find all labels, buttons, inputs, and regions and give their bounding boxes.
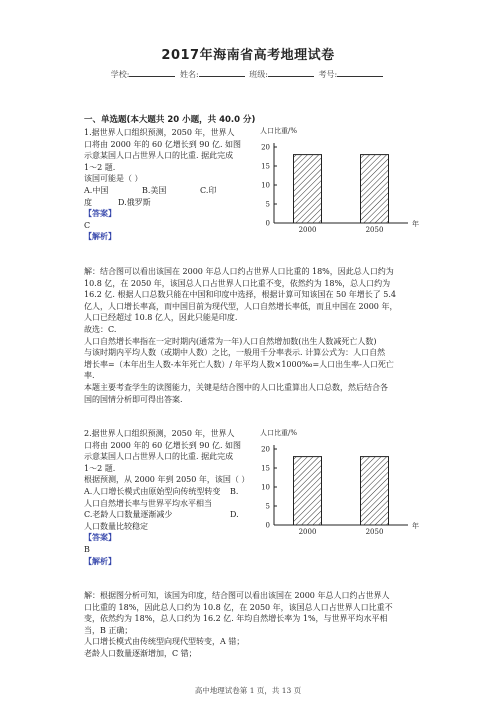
y-tick-label: 20 — [261, 445, 270, 454]
y-tick-label: 0 — [265, 521, 270, 530]
x-tick-label: 2000 — [298, 226, 317, 233]
q1-analysis-line: 人口已经超过 10.8 亿人，因此只能是印度. — [84, 313, 238, 323]
q1-answer-label: 【答案】 — [84, 209, 116, 219]
q1-analysis-line: 故选：C. — [84, 324, 117, 334]
q2-options-row-2 — [84, 509, 252, 521]
q2-option-a[interactable]: A.人口增长模式由原始型向传统型转变 — [84, 486, 221, 496]
q1-answer: C — [84, 220, 91, 230]
y-tick-label: 10 — [261, 483, 270, 492]
q2-line: 2.据世界人口组织预测，2050 年，世界人 — [84, 429, 235, 438]
q1-option-c[interactable]: C.印 — [200, 185, 217, 195]
y-axis-label: 人口比重/% — [260, 429, 298, 437]
q1-line: 1～2 题. — [84, 162, 116, 172]
q1-analysis-label: 【解析】 — [84, 232, 116, 242]
q2-line: 口将由 2000 年的 60 亿增长到 90 亿. 如图 — [84, 440, 242, 450]
x-axis-label: 年 — [412, 522, 419, 530]
q1-line: 示意某国人口占世界人口的比重. 据此完成 — [84, 151, 234, 161]
y-tick-label: 10 — [261, 181, 270, 190]
q1-analysis-line: 16.2 亿. 根据人口总数只能在中国和印度中选择，根据计算可知该国在 50 年增长了 5.4 — [84, 290, 396, 300]
x-tick-label: 2050 — [365, 226, 384, 233]
q2-answer-label: 【答案】 — [84, 533, 116, 543]
y-axis-label: 人口比重/% — [260, 127, 298, 135]
q2-analysis-line: 当，B 正确； — [84, 625, 133, 635]
q1-line: 该国可能是（ ） — [84, 174, 143, 184]
q1-analysis-line: 国的国情分析即可得出答案. — [84, 394, 183, 404]
name-label: 姓名: — [180, 70, 199, 79]
class-blank — [268, 68, 314, 77]
school-label: 学校: — [110, 70, 130, 79]
section-title: 一、单选题(本大题共 20 小题，共 40.0 分) — [84, 115, 256, 125]
x-tick-label: 2000 — [298, 528, 317, 535]
school-blank — [129, 68, 175, 77]
q2-analysis-label: 【解析】 — [84, 556, 116, 566]
y-tick-label: 5 — [265, 200, 270, 209]
q2-bar-chart — [252, 427, 422, 535]
y-tick-label: 20 — [261, 143, 270, 152]
q2-analysis-line: 变，依然约为 18%，总人口约为 16.2 亿. 年均自然增长率为 1%，与世界平均水平相 — [84, 614, 388, 624]
q2-analysis-line: 口比重的 18%，因此总人口约为 10.8 亿，在 2050 年，该国总人口占世界人口比重不 — [84, 602, 393, 612]
x-tick-label: 2050 — [365, 528, 384, 535]
q1-line: 1.据世界人口组织预测，2050 年，世界人 — [84, 128, 235, 137]
q2-option-b[interactable]: B. — [230, 486, 239, 496]
y-tick-label: 15 — [261, 464, 270, 473]
q2-answer: B — [84, 544, 90, 554]
q2-analysis — [84, 590, 418, 660]
q1-option-d[interactable]: D.俄罗斯 — [118, 197, 151, 207]
bar — [294, 457, 322, 525]
q1-analysis-line: 解：结合图可以看出该国在 2000 年总人口约占世界人口比重的 18%，因此总人口约为 — [84, 267, 394, 276]
bar — [361, 457, 389, 525]
y-tick-label: 0 — [265, 219, 270, 228]
q2-analysis-line: 人口增长模式由传统型向现代型转变，A 错； — [84, 637, 245, 647]
page-title: 2017年海南省高考地理试卷 — [161, 48, 335, 63]
bar — [361, 155, 389, 223]
exam-no-label: 考号: — [318, 70, 338, 79]
student-info-line — [0, 68, 496, 80]
q2-analysis-line: 解：根据图分析可知，该国为印度，结合图可以看出该国在 2000 年总人口约占世界人 — [84, 591, 390, 600]
q1-option-b[interactable]: B.美国 — [142, 185, 167, 195]
q1-line: 口将由 2000 年的 60 亿增长到 90 亿. 如图 — [84, 139, 242, 149]
q2-option-d[interactable]: D. — [230, 510, 239, 520]
q2-text — [84, 428, 252, 567]
name-blank — [199, 68, 245, 77]
y-tick-label: 15 — [261, 162, 270, 171]
q1-options-row — [84, 185, 252, 197]
x-axis-label: 年 — [412, 220, 419, 228]
q2-options-row — [84, 486, 252, 498]
q2-option-b-cont: 人口自然增长率与世界平均水平相当 — [84, 498, 212, 508]
q2-option-d-cont: 人口数量比较稳定 — [84, 521, 148, 531]
q2-line: 示意某国人口占世界人口的比重. 据此完成 — [84, 452, 234, 462]
q1-bar-chart — [252, 125, 422, 233]
class-label: 班级: — [249, 70, 268, 79]
q1-analysis-line: 率. — [84, 371, 95, 381]
q1-analysis-line: 10.8 亿，在 2050 年，该国总人口占世界人口比重不变，依然约为 18%，总人口约为 — [84, 278, 391, 288]
q1-analysis-line: 本题主要考查学生的读图能力，关键是结合图中的人口比重算出人口总数，然后结合各 — [84, 382, 388, 392]
q1-option-c-cont: 度 — [84, 197, 92, 207]
bar — [294, 155, 322, 223]
q1-analysis-line: 亿人，人口增长率高，而中国目前为现代型，人口自然增长率低，而且中国在 2000 年， — [84, 301, 398, 311]
q2-line: 1～2 题. — [84, 463, 116, 473]
q2-line: 根据预测，从 2000 年到 2050 年，该国（ ） — [84, 475, 250, 485]
exam-no-blank — [337, 68, 383, 77]
q1-analysis-line: 与该时期内平均人数（或期中人数）之比，一般用千分率表示. 计算公式为：人口自然 — [84, 348, 386, 358]
q1-analysis-line: 人口自然增长率指在一定时期内(通常为一年)人口自然增加数(出生人数减死亡人数) — [84, 336, 377, 346]
q1-option-a[interactable]: A.中国 — [84, 185, 109, 195]
page-footer: 高中地理试卷第 1 页，共 13 页 — [194, 686, 302, 695]
q2-option-c[interactable]: C.老龄人口数量逐渐减少 — [84, 510, 173, 520]
q2-analysis-line: 老龄人口数量逐渐增加，C 错； — [84, 648, 197, 658]
q1-options-row-2 — [84, 197, 252, 209]
q1-text — [84, 127, 252, 243]
q1-analysis — [84, 266, 418, 405]
q1-analysis-line: 增长率=（本年出生人数-本年死亡人数）/ 年平均人数×1000‰=人口出生率-人口死亡 — [84, 359, 394, 369]
y-tick-label: 5 — [265, 502, 270, 511]
